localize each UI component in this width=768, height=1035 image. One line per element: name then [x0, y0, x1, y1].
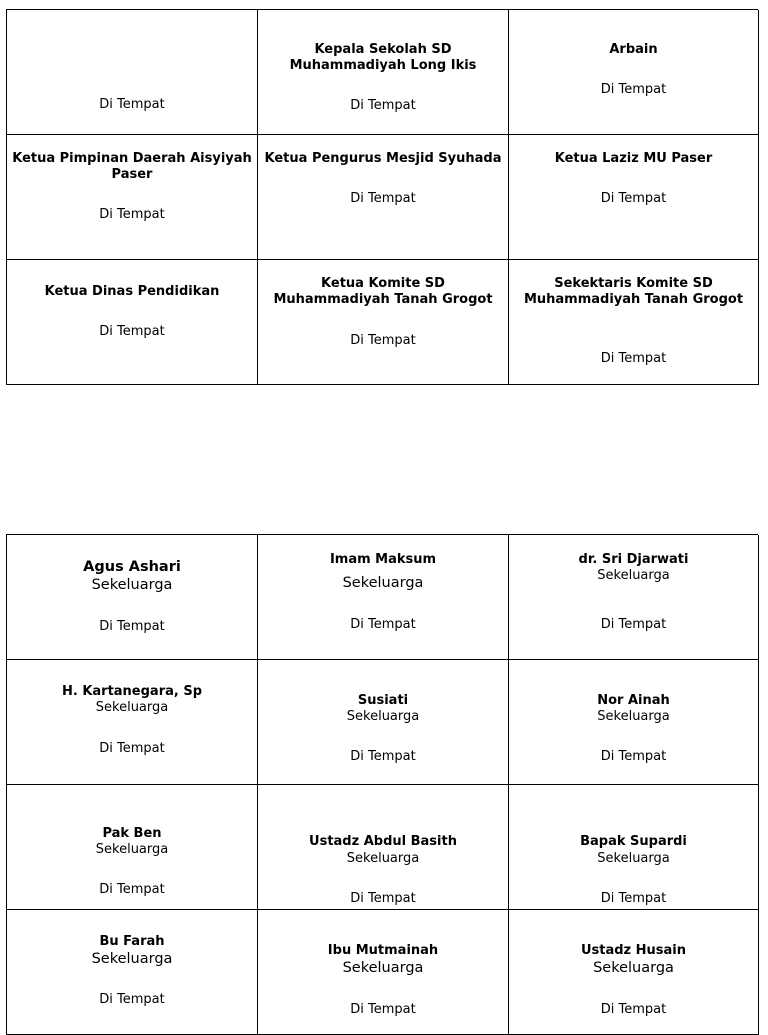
place-text: Di Tempat [99, 324, 165, 339]
recipient-title: Ketua Pengurus Mesjid Syuhada [264, 151, 502, 166]
place-text: Di Tempat [99, 207, 165, 222]
address-label [509, 660, 759, 785]
recipient-name: Ustadz Abdul Basith [309, 834, 457, 849]
family-text: Sekeluarga [597, 568, 670, 583]
family-text: Sekeluarga [593, 960, 674, 976]
recipient-title: Arbain [609, 42, 658, 57]
address-label [509, 135, 759, 260]
family-text: Sekeluarga [346, 851, 420, 866]
recipient-name: Imam Maksum [329, 552, 437, 567]
recipient-name: Agus Ashari [83, 559, 181, 575]
place-text: Di Tempat [600, 749, 667, 764]
recipient-title: Kepala Sekolah SD Muhammadiyah Long Ikis [289, 42, 477, 73]
family-text: Sekeluarga [95, 700, 169, 715]
place-text: Di Tempat [350, 891, 416, 906]
place-text: Di Tempat [99, 882, 165, 897]
place-text: Di Tempat [350, 617, 416, 632]
family-text: Sekeluarga [597, 851, 670, 866]
address-label [7, 10, 258, 135]
address-label [7, 260, 258, 385]
address-label [258, 260, 509, 385]
address-label [509, 785, 759, 910]
address-label [258, 10, 509, 135]
address-label [509, 910, 759, 1035]
address-label [7, 785, 258, 910]
place-text: Di Tempat [600, 82, 667, 97]
address-label [7, 660, 258, 785]
place-text: Di Tempat [600, 891, 667, 906]
recipient-name: Pak Ben [102, 826, 162, 841]
family-text: Sekeluarga [342, 575, 424, 591]
address-label [509, 535, 759, 660]
family-text: Sekeluarga [597, 709, 670, 724]
address-label [258, 785, 509, 910]
address-label [258, 535, 509, 660]
address-label [7, 910, 258, 1035]
place-text: Di Tempat [350, 1002, 416, 1017]
family-text: Sekeluarga [91, 577, 173, 593]
family-text: Sekeluarga [342, 960, 424, 976]
place-text: Di Tempat [99, 97, 165, 112]
place-text: Di Tempat [350, 749, 416, 764]
place-text: Di Tempat [99, 741, 165, 756]
recipient-name: Ibu Mutmainah [327, 943, 439, 958]
place-text: Di Tempat [600, 351, 667, 366]
place-text: Di Tempat [600, 617, 667, 632]
family-label-grid [6, 534, 758, 1035]
place-text: Di Tempat [350, 191, 416, 206]
family-text: Sekeluarga [346, 709, 420, 724]
place-text: Di Tempat [99, 992, 165, 1007]
institution-label-grid [6, 9, 758, 385]
place-text: Di Tempat [600, 191, 667, 206]
recipient-name: Ustadz Husain [580, 943, 687, 958]
recipient-title: Ketua Dinas Pendidikan [44, 284, 220, 299]
place-text: Di Tempat [350, 333, 416, 348]
recipient-title: Sekektaris Komite SD Muhammadiyah Tanah Grogot [523, 276, 744, 307]
recipient-name: Susiati [357, 693, 409, 708]
place-text: Di Tempat [99, 619, 165, 634]
recipient-title: Ketua Komite SD Muhammadiyah Tanah Grogot [273, 276, 493, 307]
place-text: Di Tempat [600, 1002, 667, 1017]
address-label [258, 135, 509, 260]
recipient-title: Ketua Laziz MU Paser [554, 151, 713, 166]
address-label [258, 660, 509, 785]
place-text: Di Tempat [350, 98, 416, 113]
family-text: Sekeluarga [95, 842, 169, 857]
recipient-title: Ketua Pimpinan Daerah Aisyiyah Paser [12, 151, 252, 182]
recipient-name: Nor Ainah [597, 693, 670, 708]
address-label [258, 910, 509, 1035]
recipient-name: dr. Sri Djarwati [578, 552, 689, 567]
recipient-name: H. Kartanegara, Sp [61, 684, 203, 699]
family-text: Sekeluarga [91, 951, 173, 967]
recipient-name: Bapak Supardi [580, 834, 687, 849]
address-label [509, 10, 759, 135]
address-label [509, 260, 759, 385]
recipient-name: Bu Farah [99, 934, 165, 949]
address-label [7, 135, 258, 260]
address-label [7, 535, 258, 660]
